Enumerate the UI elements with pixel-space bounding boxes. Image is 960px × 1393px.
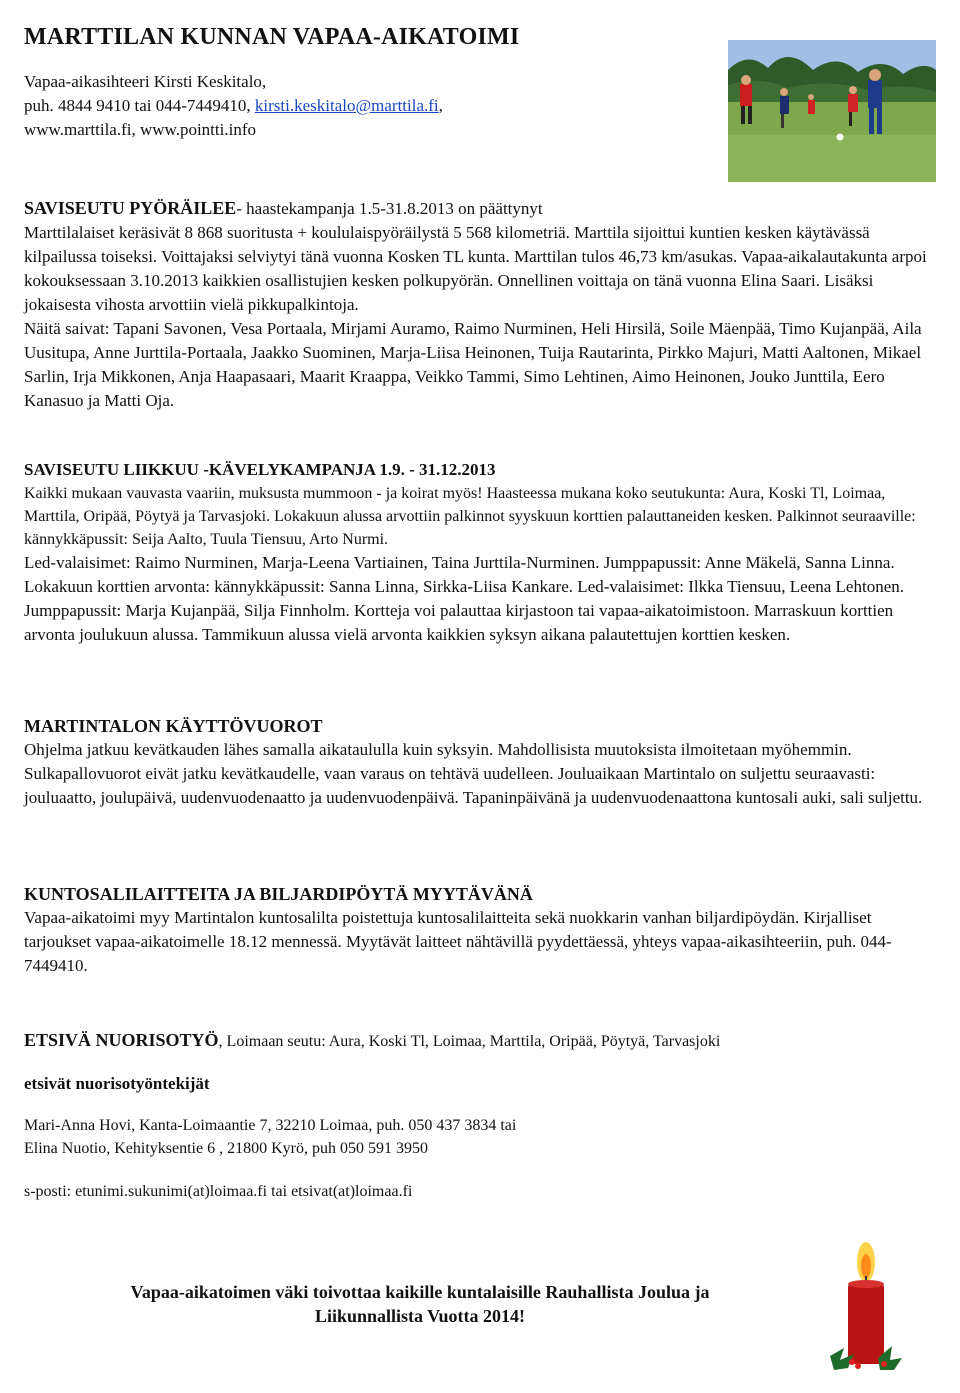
closing-line: Vapaa-aikatoimen väki toivottaa kaikille kuntalaisille Rauhallista Joulua ja — [130, 1282, 710, 1302]
contact-line: Vapaa-aikasihteeri Kirsti Keskitalo, — [24, 72, 267, 91]
youth-work-title: ETSIVÄ NUORISOTYÖ — [24, 1030, 219, 1050]
contact-sites: www.marttila.fi, www.pointti.info — [24, 120, 256, 139]
youth-work-heading — [24, 1028, 939, 1054]
walking-heading: SAVISEUTU LIIKKUU -KÄVELYKAMPANJA 1.9. - 31.12.2013 — [24, 460, 496, 479]
cycling-body: Marttilalaiset keräsivät 8 868 suoritusta + koululaispyöräilystä 5 568 kilometriä. Marttila sijoittui kuntien kesken käytävässä kilpailussa toiseksi. Voittajaksi selviytyi tänä vuonna Kosken TL kunta. Marttilan tulos 46,73 km/asukas. Vapaa-aikalautakunta arpoi kokouksessaan 3.10.2013 kaikkien osallistujien kesken polkupyörän. Onnellinen voittaja on tänä vuonna Elina Saari. Lisäksi jokaisesta vihosta arvottiin vielä pikkupalkintoja. — [24, 223, 927, 314]
cycling-winners: Näitä saivat: Tapani Savonen, Vesa Portaala, Mirjami Auramo, Raimo Nurminen, Heli Hirsilä, Soile Mäenpää, Timo Kujanpää, Aila Uusitupa, Anne Jurttila-Portaala, Jaakko Suominen, Marja-Liisa Heinonen, Tuija Rautarinta, Pirkko Majuri, Matti Aaltonen, Mikael Sarlin, Irja Mikkonen, Anja Haapasaari, Maarit Kraappa, Veikko Tammi, Simo Lehtinen, Aimo Heinonen, Jouko Junttila, Eero Kanasuo ja Matti Oja. — [24, 319, 922, 410]
contact-block — [24, 70, 704, 142]
martintalo-heading: MARTINTALON KÄYTTÖVUOROT — [24, 716, 323, 736]
gym-sale-heading: KUNTOSALILAITTEITA JA BILJARDIPÖYTÄ MYYTÄVÄNÄ — [24, 884, 533, 904]
closing-line: Liikunnallista Vuotta 2014! — [314, 1306, 526, 1326]
christmas-candle-icon — [826, 1236, 906, 1376]
walking-section — [24, 458, 939, 647]
youth-work-contact: Elina Nuotio, Kehityksentie 6 , 21800 Kyrö, puh 050 591 3950 — [24, 1140, 428, 1157]
contact-phone-line — [24, 94, 704, 118]
walking-intro: Kaikki mukaan vauvasta vaariin, muksusta mummoon - ja koirat myös! Haasteessa mukana koko seutukunta: Aura, Koski Tl, Loimaa, Marttila, Oripää, Pöytyä ja Tarvasjoki. Lokakuun alussa arvottiin palkinnot syyskuun korttien palauttaneiden kesken. Palkinnot seuraaville: kännykkäpussit: Seija Aalto, Tuula Tiensuu, Arto Nurmi. — [24, 485, 916, 548]
cycling-subtitle: - haastekampanja 1.5-31.8.2013 on päättynyt — [236, 199, 543, 218]
youth-work-subheading: etsivät nuorisotyöntekijät — [24, 1074, 210, 1093]
contact-phone: puh. 4844 9410 tai 044-7449410, — [24, 96, 255, 115]
gym-sale-body: Vapaa-aikatoimi myy Martintalon kuntosalilta poistettuja kuntosalilaitteita sekä nuokkarin vanhan biljardipöydän. Kirjalliset tarjoukset vapaa-aikatoimelle 18.12 mennessä. Myytävät laitteet nähtävillä pyydettäessä, yhteys vapaa-aikasihteeriin, puh. 044-7449410. — [24, 908, 892, 975]
youth-work-section — [24, 1028, 939, 1204]
martintalo-body: Ohjelma jatkuu kevätkauden lähes samalla aikataululla kuin syksyin. Mahdollisista muutoksista ilmoitetaan myöhemmin. Sulkapallovuorot eivät jatku kevätkaudelle, vaan varaus on tehtävä uudelleen. Jouluaikaan Martintalo on suljettu seuraavasti: jouluaatto, joulupäivä, uudenvuodenaatto ja uudenvuodenpäivä. Tapaninpäivänä ja uudenvuodenaattona kuntosali auki, sali suljettu. — [24, 740, 923, 807]
email-link[interactable]: kirsti.keskitalo@marttila.fi — [254, 96, 439, 115]
cycling-heading — [24, 196, 939, 221]
punctuation: , — [438, 96, 443, 115]
walking-body: Led-valaisimet: Raimo Nurminen, Marja-Leena Vartiainen, Taina Jurttila-Nurminen. Jumppapussit: Anne Mäkelä, Sanna Linna. Lokakuun korttien arvonta: kännykkäpussit: Sanna Linna, Sirkka-Liisa Kankare. Led-valaisimet: Ilkka Tiensuu, Leena Lehtonen. Jumppapussit: Marja Kujanpää, Silja Finnholm. Kortteja voi palauttaa kirjastoon tai vapaa-aikatoimistoon. Marraskuun korttien arvonta joulukuun alussa. Tammikuun alussa vielä arvonta kaikkien syksyn aikana palautettujen korttien kesken. — [24, 553, 904, 644]
youth-work-region: , Loimaan seutu: Aura, Koski Tl, Loimaa, Marttila, Oripää, Pöytyä, Tarvasjoki — [218, 1033, 721, 1050]
gym-sale-section — [24, 882, 939, 978]
cycling-title: SAVISEUTU PYÖRÄILEE — [24, 198, 237, 218]
closing-greeting — [60, 1280, 780, 1328]
cycling-section — [24, 196, 939, 413]
martintalo-section — [24, 714, 939, 810]
youth-work-contact: Mari-Anna Hovi, Kanta-Loimaantie 7, 32210 Loimaa, puh. 050 437 3834 tai — [24, 1117, 517, 1134]
page-title: MARTTILAN KUNNAN VAPAA-AIKATOIMI — [24, 24, 520, 50]
youth-work-email: s-posti: etunimi.sukunimi(at)loimaa.fi tai etsivat(at)loimaa.fi — [24, 1183, 413, 1200]
football-players-photo — [728, 40, 936, 182]
